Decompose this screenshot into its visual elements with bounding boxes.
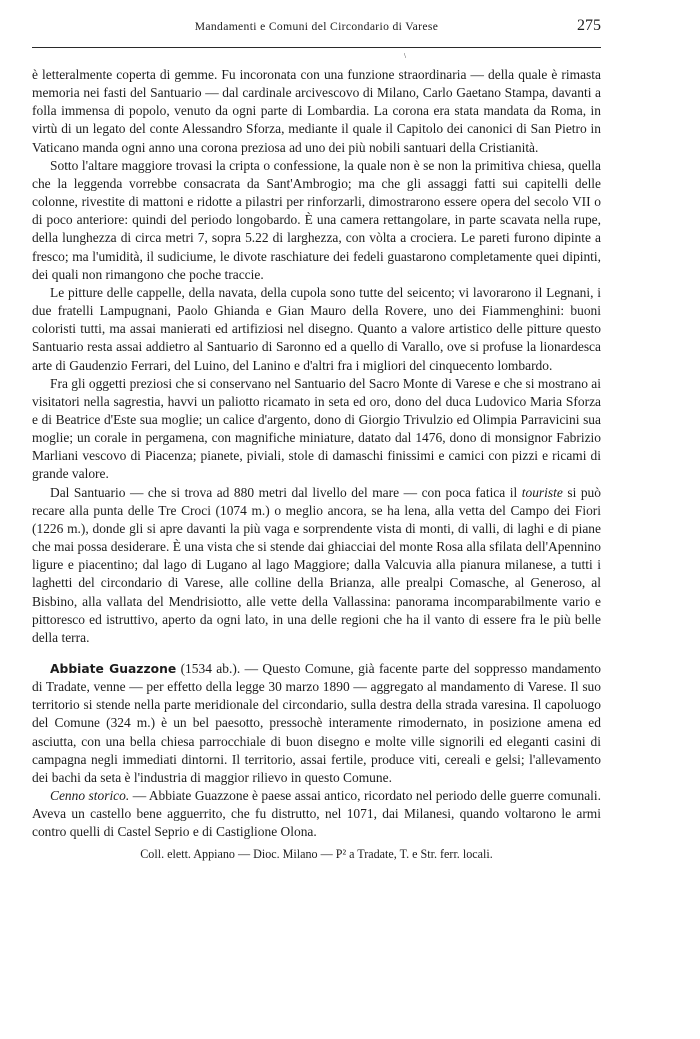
page-number: 275 [577,17,601,34]
section-gap [32,647,601,660]
history-text: — Abbiate Guazzone è paese assai antico, ricordato nel periodo delle guerre comunali. Aveva un castello bene agguerrito, che fu distrutto, nel 1071, dai Milanesi, quando voltarono le armi contro quelli di Castel Seprio e di Castiglione Olona. [32,788,601,840]
entry-title: Abbiate Guazzone [50,662,177,676]
running-header [32,14,601,38]
entry-abbiate-guazzone [32,660,601,787]
panorama-text-end: si può recare alla punta delle Tre Croci (1074 m.) o meglio ancora, se ha lena, alla vetta del Campo dei Fiori (1226 m.), donde gli si apre davanti la più vaga e sorprendente vista di monti, di valli, di laghi e di piane che mai possa desiderare. È una vista che si stende dai ghiacciai del monte Rosa alla sfilata dell'Apennino ligure e piacentino; dal lago di Lugano al lago Maggiore; dalla Valcuvia alla pianura milanese, a tutti i laghetti del circondario di Varese, alle colline della Brianza, alle prealpi Comasche, al Generoso, al Bisbino, alla vallata del Mendrisiotto, alle vette della Vallassina: panorama incomparabilmente vario e pittoresco ed istruttivo, aperto da ogni lato, in una delle regioni che ha il vanto di essere fra le più belle della terra. [32,484,601,645]
entry-history [32,787,601,841]
header-divider [32,47,601,48]
paragraph-treasures: Fra gli oggetti preziosi che si conservano nel Santuario del Sacro Monte di Varese e che si mostrano ai visitatori nella sagrestia, havvi un paliotto ricamato in seta ed oro, dono del duca Ludovico Maria Sforza e di Beatrice d'Este sua moglie; un calice d'argento, dono di Giorgio Trivulzio ed Olimpia Parravicini sua moglie; un corale in pergamena, con magnifiche miniature, datato dal 1476, dono di monsignor Fabrizio Marliani vescovo di Piacenza; pianete, piviali, stole di damaschi finissimi e camici con pizzi e ricami di grande valore. [32,375,601,482]
printer-mark: \ [404,52,406,60]
paragraph-crown: è letteralmente coperta di gemme. Fu incoronata con una funzione straordinaria — della quale è rimasta memoria nei fasti del Santuario — dal cardinale arcivescovo di Milano, Carlo Gaetano Stampa, davanti a folla immensa di popolo, venuto da ogni parte di Lombardia. La corona era stata mandata da Roma, in virtù di un legato del conte Alessandro Sforza, mediante il quale il Capitolo dei canonici di San Pietro in Vaticano manda ogni anno una corona preziosa ad uno dei più nobili santuari della Cristianità. [32,67,601,155]
header-title: Mandamenti e Comuni del Circondario di Varese [194,20,439,33]
page-body [32,66,601,862]
paragraph-paintings: Le pitture delle cappelle, della navata, della cupola sono tutte del seicento; vi lavorarono il Legnani, i due fratelli Lampugnani, Paolo Ghianda e Gian Mauro della Rovere, uno dei Fiammenghini: buoni coloristi tutti, ma assai manierati ed artifiziosi nel disegno. Quanto a valore artistico delle pitture questo Santuario resta assai addietro al Santuario di Saronno ed a quello di Varallo, ove si profuse la lionardesca arte di Gaudenzio Ferrari, del Luino, del Lanino e d'altri fra i migliori del cinquecento lombardo. [32,284,601,373]
history-label: Cenno storico. [50,788,130,804]
paragraph-panorama [32,484,601,647]
panorama-text-start: Dal Santuario — che si trova ad 880 metri dal livello del mare — con poca fatica il [50,484,522,500]
touriste-word: touriste [521,484,563,500]
entry-description: (1534 ab.). — Questo Comune, già facente parte del soppresso mandamento di Tradate, venne — per effetto della legge 30 marzo 1890 — aggregato al mandamento di Varese. Il suo territorio si stende nella parte meridionale del circondario, sulla destra della strada varesina. Il capoluogo del Comune (324 m.) è un bel paesotto, pressochè interamente rimodernato, in posizione amena ed asciutta, con una bella chiesa parrocchiale di buon disegno e molte ville signorili ed eleganti casini di campagna negli immediati dintorni. Il territorio, assai fertile, produce viti, cereali e gelsi; l'allevamento dei bachi da seta è l'industria di maggior rilievo in questo Comune. [32,661,601,785]
administrative-footnote: Coll. elett. Appiano — Dioc. Milano — P² a Tradate, T. e Str. ferr. locali. [140,846,493,861]
paragraph-crypt: Sotto l'altare maggiore trovasi la cripta o confessione, la quale non è se non la primitiva chiesa, quella che la leggenda vorrebbe consacrata da Sant'Ambrogio; ma che gli assaggi fatti sui capitelli delle colonne, rivestite di mattoni e ridotte a pilastri per rinforzarli, dimostrarono essere opera del secolo VII o di poco anteriore: quindi del periodo longobardo. È una camera rettangolare, in parte scavata nella rupe, della lunghezza di circa metri 7, sopra 5.22 di larghezza, con vòlta a crociera. Le pareti furono dipinte a fresco; ma l'umidità, il sudiciume, le divote raschiature dei fedeli guastarono completamente quei dipinti, dei quali non rimangono che poche traccie. [32,157,601,282]
